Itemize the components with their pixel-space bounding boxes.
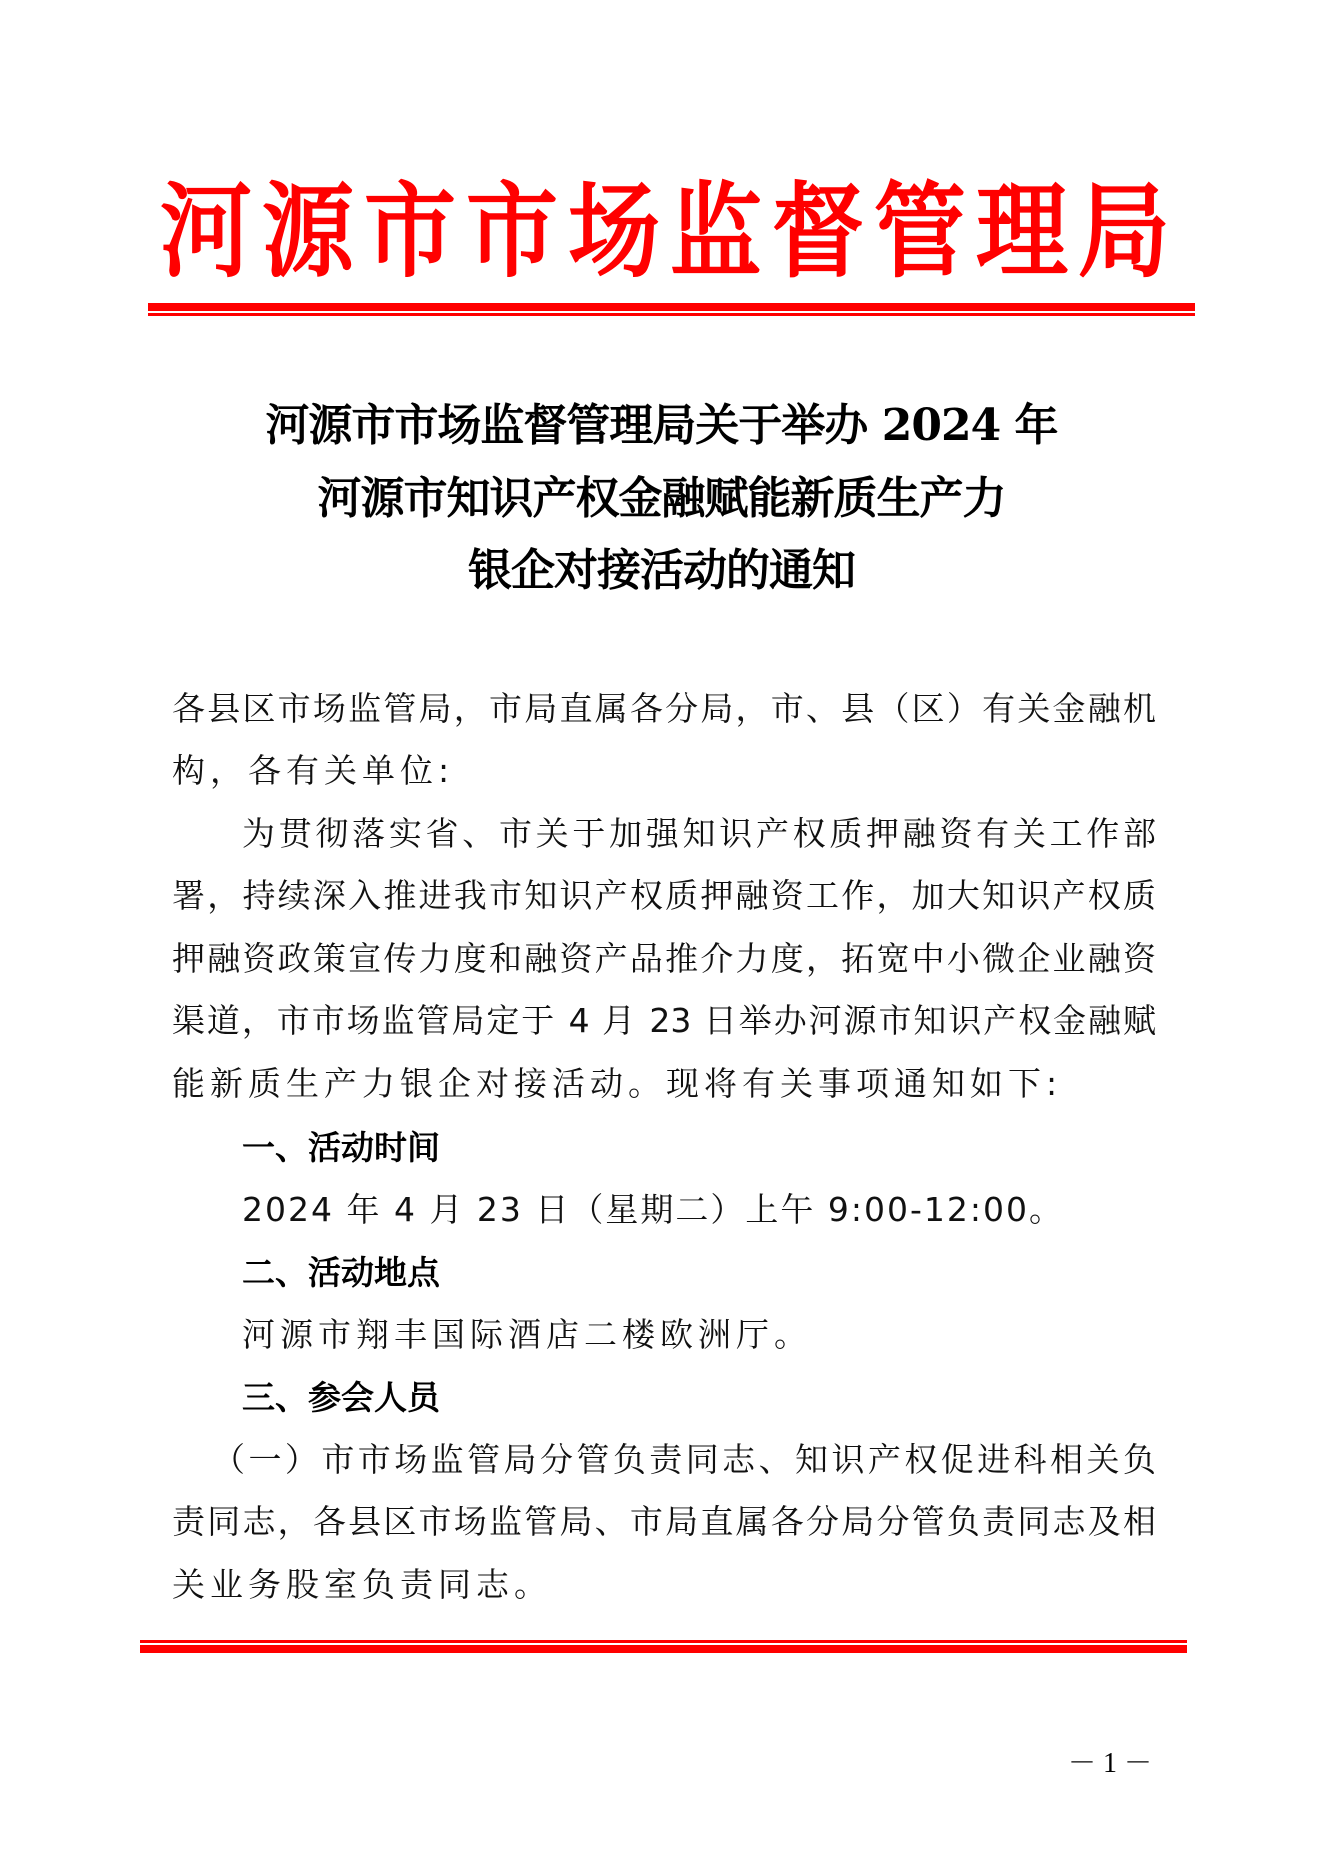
section-heading-time: 一、活动时间 bbox=[242, 1128, 440, 1167]
intro-line: 押融资政策宣传力度和融资产品推介力度，拓宽中小微企业融资 bbox=[172, 939, 1156, 978]
document-title-line-2: 河源市知识产权金融赋能新质生产力 bbox=[317, 473, 1006, 524]
masthead-char: 督 bbox=[771, 170, 864, 292]
masthead-char: 市 bbox=[363, 170, 456, 292]
footer-thick-rule bbox=[140, 1645, 1187, 1653]
document-title-line-3: 银企对接活动的通知 bbox=[468, 545, 855, 596]
section-content-time: 2024 年 4 月 23 日（星期二）上午 9:00-12:00。 bbox=[242, 1190, 1065, 1229]
section-content-attendees: 责同志，各县区市场监管局、市局直属各分局分管负责同志及相 bbox=[172, 1502, 1156, 1541]
masthead-char: 源 bbox=[261, 170, 354, 292]
section-heading-attendees: 三、参会人员 bbox=[242, 1378, 440, 1417]
section-content-attendees: 关业务股室负责同志。 bbox=[172, 1565, 552, 1604]
masthead-thin-rule bbox=[148, 313, 1195, 316]
masthead-char: 场 bbox=[567, 170, 660, 292]
intro-line: 渠道，市市场监管局定于 4 月 23 日举办河源市知识产权金融赋 bbox=[172, 1001, 1156, 1040]
masthead-char: 理 bbox=[975, 170, 1068, 292]
footer-thin-rule bbox=[140, 1640, 1187, 1643]
page-number: － 1 － bbox=[1067, 1748, 1152, 1779]
masthead-char: 监 bbox=[669, 170, 762, 292]
masthead-thick-rule bbox=[148, 303, 1195, 311]
masthead-title bbox=[160, 170, 1170, 292]
intro-line: 能新质生产力银企对接活动。现将有关事项通知如下: bbox=[172, 1064, 1063, 1103]
salutation-line: 各县区市场监管局，市局直属各分局，市、县（区）有关金融机 bbox=[172, 689, 1156, 728]
masthead-char: 市 bbox=[465, 170, 558, 292]
masthead-char: 管 bbox=[873, 170, 966, 292]
intro-line: 为贯彻落实省、市关于加强知识产权质押融资有关工作部 bbox=[242, 814, 1156, 853]
intro-line: 署，持续深入推进我市知识产权质押融资工作，加大知识产权质 bbox=[172, 876, 1156, 915]
section-content-attendees: （一）市市场监管局分管负责同志、知识产权促进科相关负 bbox=[212, 1440, 1156, 1479]
section-content-location: 河源市翔丰国际酒店二楼欧洲厅。 bbox=[242, 1315, 812, 1354]
salutation-line: 构，各有关单位: bbox=[172, 751, 455, 790]
section-heading-location: 二、活动地点 bbox=[242, 1253, 440, 1292]
masthead-char: 河 bbox=[160, 170, 253, 292]
masthead-char: 局 bbox=[1077, 170, 1170, 292]
document-title-line-1: 河源市市场监督管理局关于举办 2024 年 bbox=[265, 400, 1058, 451]
